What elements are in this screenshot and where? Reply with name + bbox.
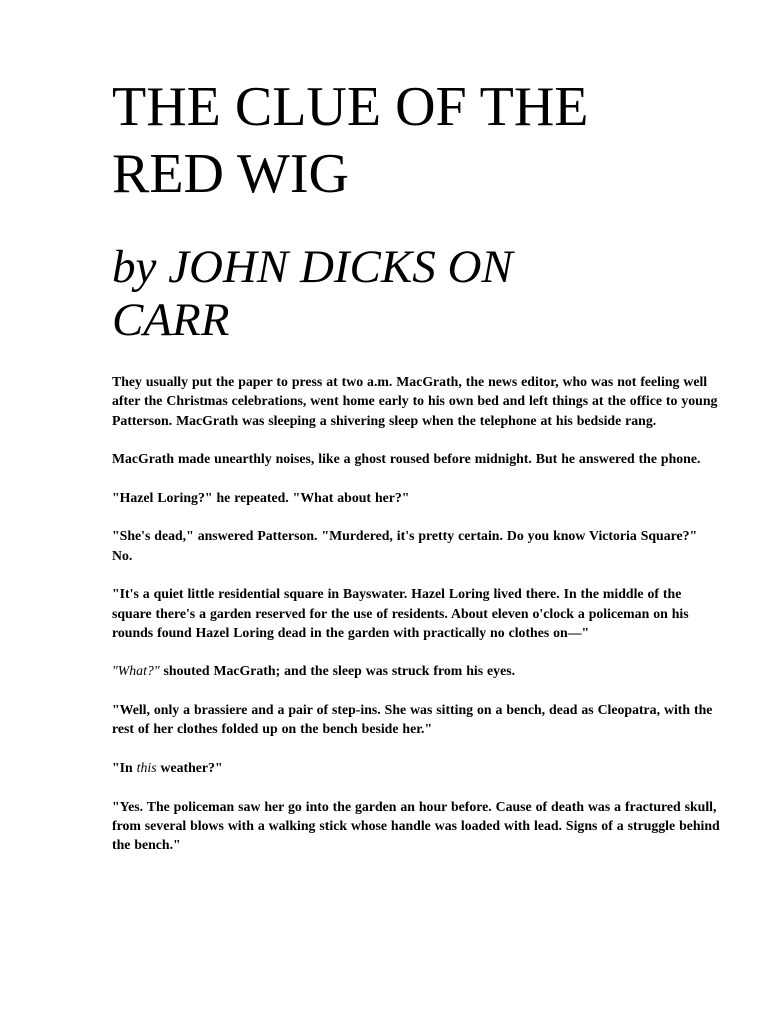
story-title-line-1: THE CLUE OF THE	[112, 76, 589, 138]
story-body	[112, 372, 720, 854]
story-paragraph	[112, 449, 720, 468]
text-segment: weather?"	[156, 759, 223, 775]
story-paragraph	[112, 372, 720, 430]
byline-line-1: by JOHN DICKS ON	[112, 241, 513, 293]
text-segment: "She's dead," answered Patterson. "Murdered, it's pretty certain. Do you know Victoria Square?" No.	[112, 528, 698, 563]
story-title	[112, 74, 720, 208]
text-segment: MacGrath made unearthly noises, like a ghost roused before midnight. But he answered the phone.	[112, 451, 701, 467]
story-paragraph	[112, 526, 720, 565]
italic-text-segment: this	[136, 759, 157, 775]
text-segment: "Well, only a brassiere and a pair of step-ins. She was sitting on a bench, dead as Cleopatra, with the rest of her clothes folded up on the bench beside her."	[112, 702, 713, 737]
text-segment: "In	[112, 759, 137, 775]
byline	[112, 241, 720, 347]
italic-text-segment: "What?"	[112, 663, 160, 679]
story-paragraph	[112, 797, 720, 855]
text-segment: shouted MacGrath; and the sleep was struck from his eyes.	[159, 663, 516, 679]
text-segment: They usually put the paper to press at two a.m. MacGrath, the news editor, who was not feeling well after the Christmas celebrations, went home early to his own bed and left things at the office to young Patterson. MacGrath was sleeping a shivering sleep when the telephone at his bedside rang.	[112, 374, 718, 428]
byline-line-2: CARR	[112, 294, 230, 346]
story-paragraph	[112, 661, 720, 680]
story-paragraph	[112, 488, 720, 507]
story-title-line-2: RED WIG	[112, 143, 349, 205]
text-segment: "Yes. The policeman saw her go into the garden an hour before. Cause of death was a fractured skull, from several blows with a walking stick whose handle was loaded with lead. Signs of a struggle behind the bench."	[112, 798, 720, 853]
story-paragraph	[112, 584, 720, 642]
text-segment: "It's a quiet little residential square in Bayswater. Hazel Loring lived there. In the middle of the square there's a garden reserved for the use of residents. About eleven o'clock a policeman on his rounds found Hazel Loring dead in the garden with practically no clothes on—"	[112, 586, 689, 640]
story-paragraph	[112, 758, 720, 777]
text-segment: "Hazel Loring?" he repeated. "What about her?"	[112, 489, 410, 505]
story-paragraph	[112, 700, 720, 739]
